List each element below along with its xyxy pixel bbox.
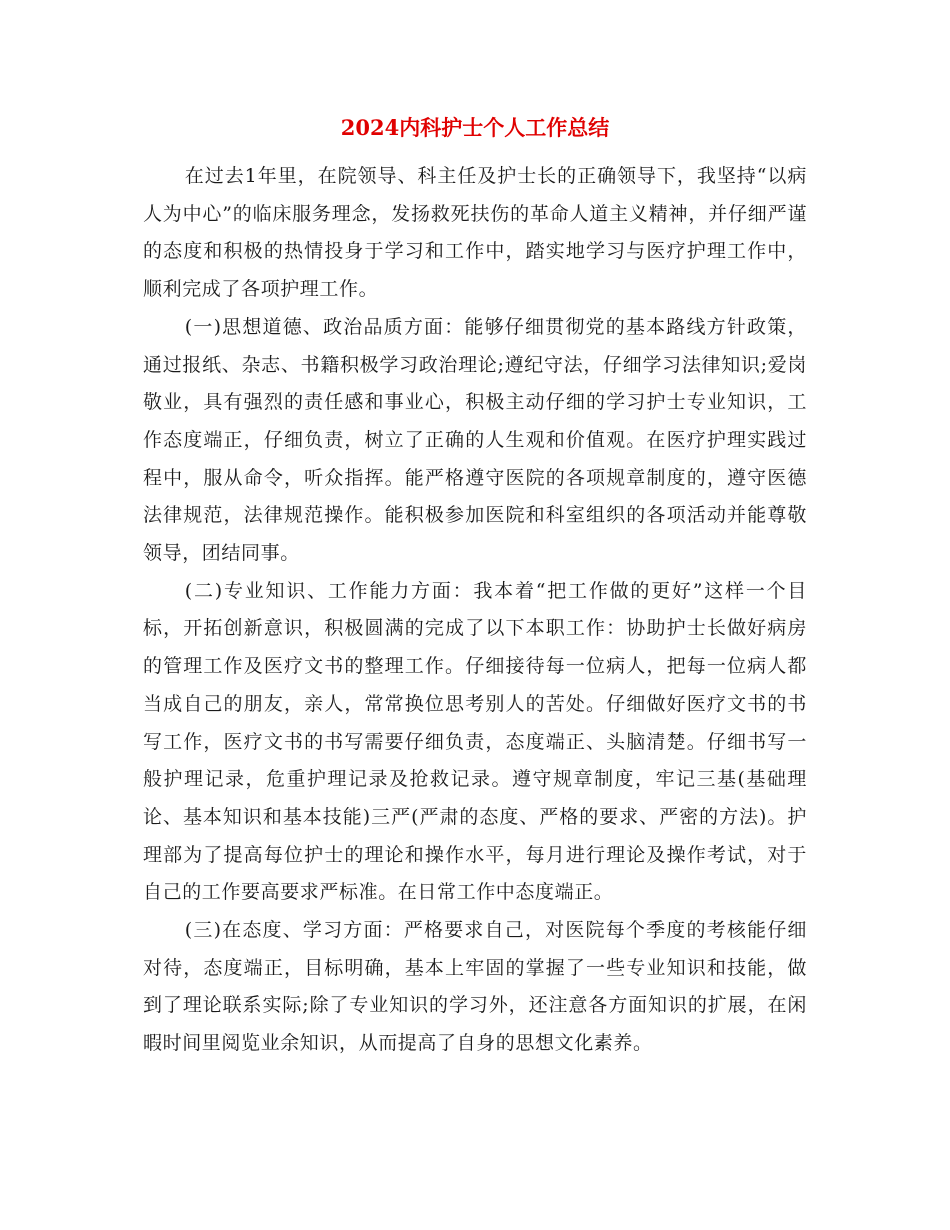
document-body — [143, 158, 807, 1063]
paragraph-attitude: (三)在态度、学习方面：严格要求自己，对医院每个季度的考核能仔细对待，态度端正，目标明确，基本上牢固的掌握了一些专业知识和技能，做到了理论联系实际;除了专业知识的学习外，还注意各方面知识的扩展，在闲暇时间里阅览业余知识，从而提高了自身的思想文化素养。 — [143, 919, 807, 1055]
paragraph-professional: (二)专业知识、工作能力方面：我本着“把工作做的更好”这样一个目标，开拓创新意识，积极圆满的完成了以下本职工作：协助护士长做好病房的管理工作及医疗文书的整理工作。仔细接待每一位病人，把每一位病人都当成自己的朋友，亲人，常常换位思考别人的苦处。仔细做好医疗文书的书写工作，医疗文书的书写需要仔细负责，态度端正、头脑清楚。仔细书写一般护理记录，危重护理记录及抢救记录。遵守规章制度，牢记三基(基础理论、基本知识和基本技能)三严(严肃的态度、严格的要求、严密的方法)。护理部为了提高每位护士的理论和操作水平，每月进行理论及操作考试，对于自己的工作要高要求严标准。在日常工作中态度端正。 — [143, 579, 807, 904]
paragraph-intro: 在过去1年里，在院领导、科主任及护士长的正确领导下，我坚持“以病人为中心”的临床服务理念，发扬救死扶伤的革命人道主义精神，并仔细严谨的态度和积极的热情投身于学习和工作中，踏实地学习与医疗护理工作中，顺利完成了各项护理工作。 — [143, 165, 807, 301]
document-title: 2024内科护士个人工作总结 — [340, 115, 610, 140]
paragraph-ideology: (一)思想道德、政治品质方面：能够仔细贯彻党的基本路线方针政策，通过报纸、杂志、书籍积极学习政治理论;遵纪守法，仔细学习法律知识;爱岗敬业，具有强烈的责任感和事业心，积极主动仔细的学习护士专业知识，工作态度端正，仔细负责，树立了正确的人生观和价值观。在医疗护理实践过程中，服从命令，听众指挥。能严格遵守医院的各项规章制度的，遵守医德法律规范，法律规范操作。能积极参加医院和科室组织的各项活动并能尊敬领导，团结同事。 — [143, 315, 807, 565]
